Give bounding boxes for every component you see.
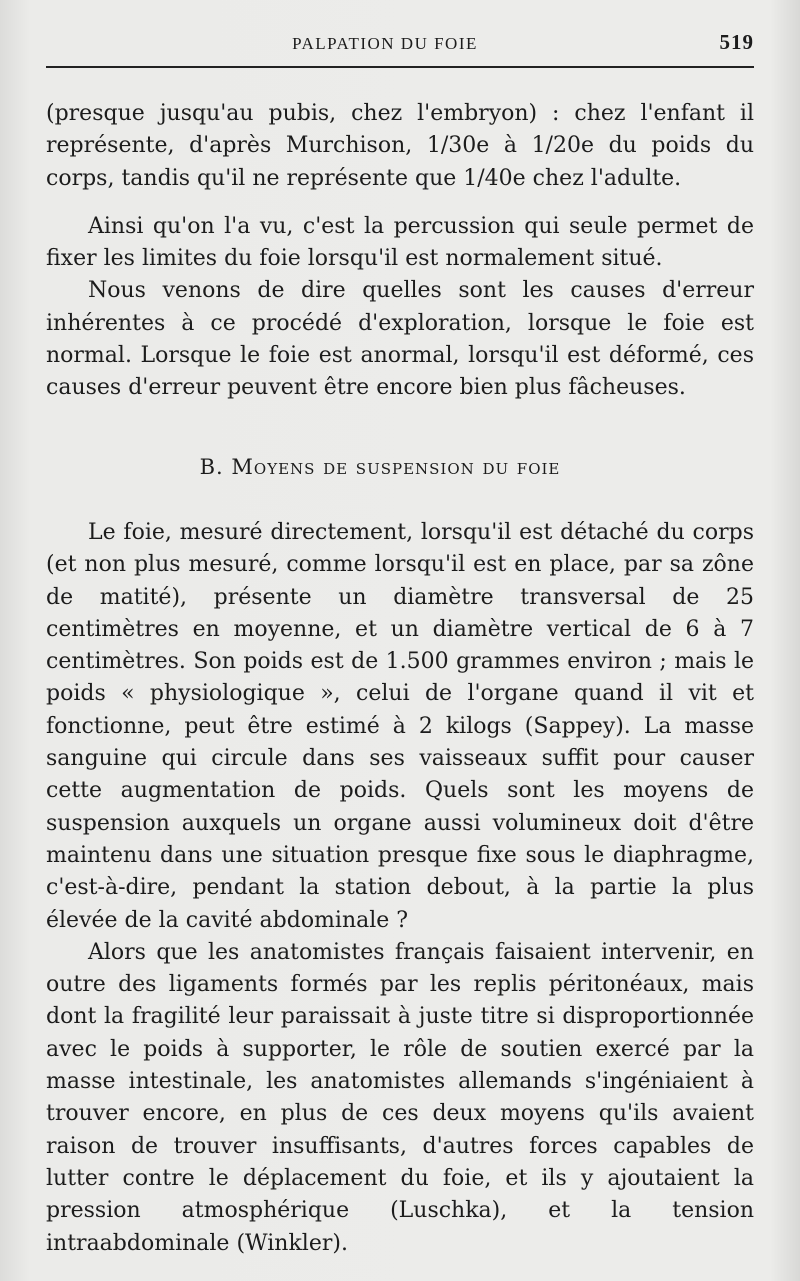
- paragraph-percussion: Ainsi qu'on l'a vu, c'est la percussion qui seule permet de fixer les limites du foie lorsqu'il est normalement situé.: [46, 213, 754, 272]
- paragraph-dimensions: Le foie, mesuré directement, lorsqu'il est détaché du corps (et non plus mesuré, comme lorsqu'il est en place, par sa zône de matité), présente un diamètre transversal de 25 centimètres en moyenne, et un diamètre vertical de 6 à 7 centimètres. Son poids est de 1.500 grammes environ ; mais le poids « physiologique », celui de l'organe quand il vit et fonctionne, peut être estimé à 2 kilogs (Sappey). La masse sanguine qui circule dans ses vaisseaux suffit pour causer cette augmentation de poids. Quels sont les moyens de suspension auxquels un organe aussi volumineux doit d'être maintenu dans une situation presque fixe sous le diaphragme, c'est-à-dire, pendant la station debout, à la partie la plus élevée de la cavité abdominale ?: [46, 519, 754, 933]
- page-number: 519: [719, 30, 754, 54]
- page-header: [46, 30, 754, 60]
- section-heading: B. Moyens de suspension du foie: [199, 454, 561, 479]
- section-gap: [46, 483, 754, 517]
- paragraph-gap: [46, 195, 754, 211]
- running-title: PALPATION DU FOIE: [292, 34, 478, 53]
- page-body: [46, 98, 754, 1260]
- section-gap: [46, 405, 754, 451]
- paragraph-errors: Nous venons de dire quelles sont les causes d'erreur inhérentes à ce procédé d'exploration, lorsque le foie est normal. Lorsque le foie est anormal, lorsqu'il est déformé, ces causes d'erreur peuvent être encore bien plus fâcheuses.: [46, 278, 754, 401]
- header-rule: [46, 66, 754, 68]
- paragraph-anatomists: Alors que les anatomistes français faisaient intervenir, en outre des ligaments formés par les replis péritonéaux, mais dont la fragilité leur paraissait à juste titre si disproportionnée avec le poids à supporter, le rôle de soutien exercé par la masse intestinale, les anatomistes allemands s'ingéniaient à trouver encore, en plus de ces deux moyens qu'ils avaient raison de trouver insuffisants, d'autres forces capables de lutter contre le déplacement du foie, et ils y ajoutaient la pression atmosphérique (Luschka), et la tension intraabdominale (Winkler).: [46, 939, 754, 1256]
- paragraph-continuation: (presque jusqu'au pubis, chez l'embryon) : chez l'enfant il représente, d'après Murchison, 1/30e à 1/20e du poids du corps, tandis qu'il ne représente que 1/40e chez l'adulte.: [46, 101, 754, 191]
